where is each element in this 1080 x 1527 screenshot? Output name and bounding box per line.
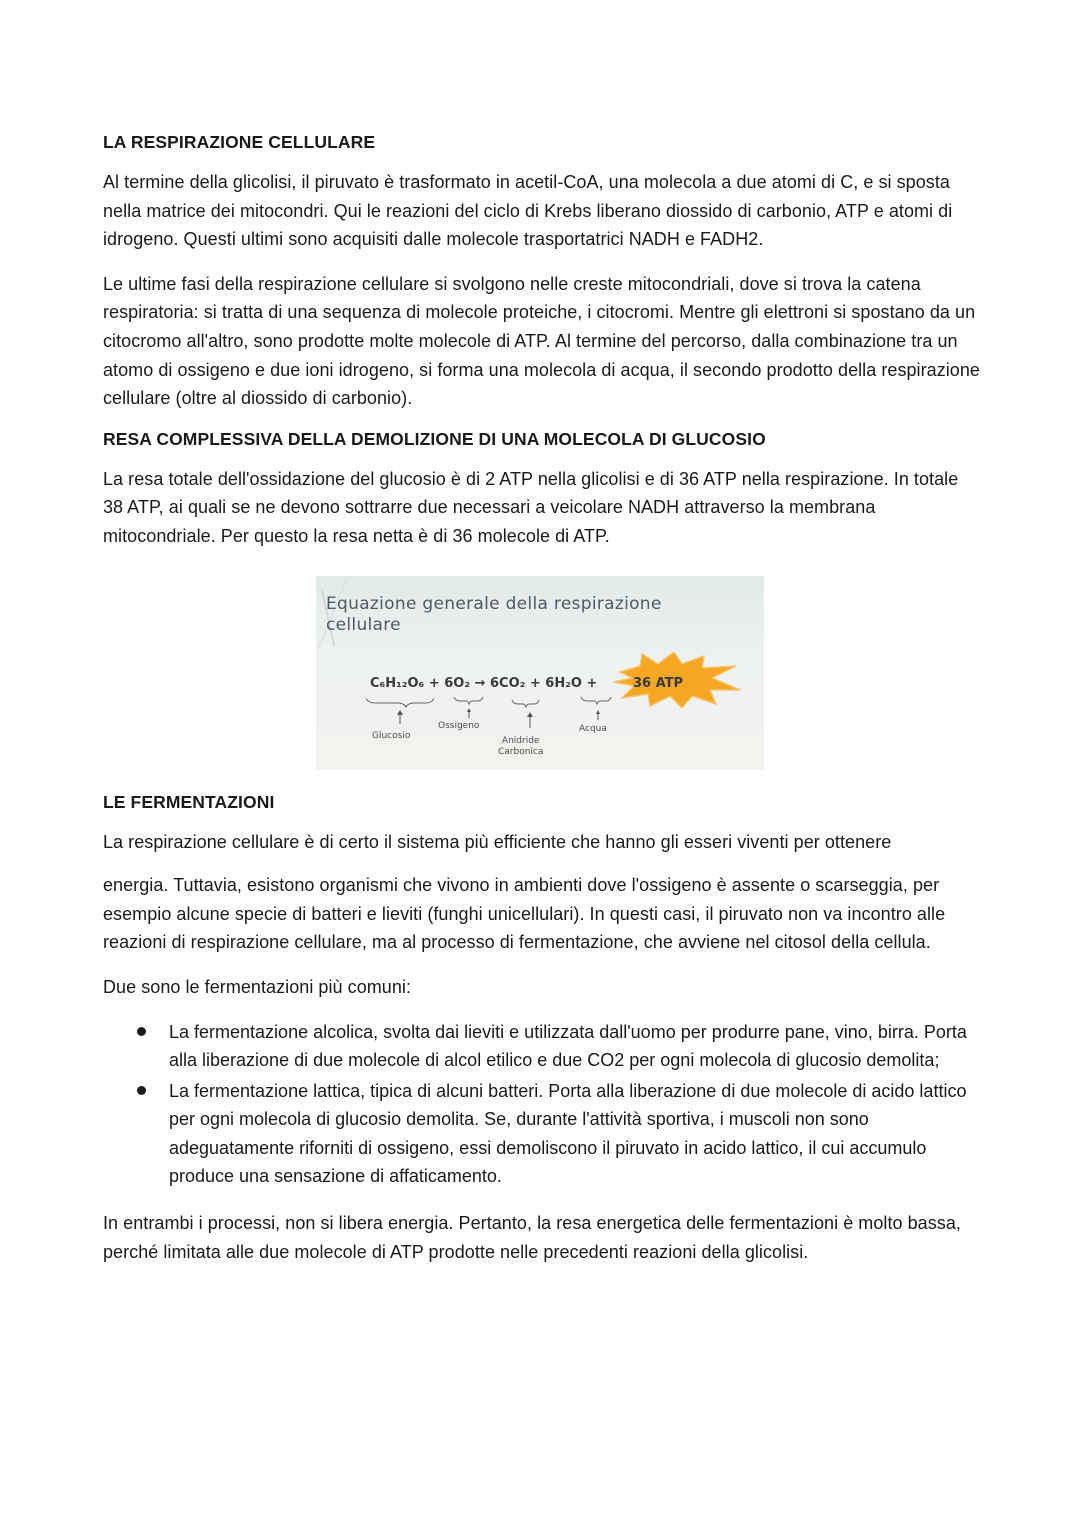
label-co2-line1: Anidride	[501, 735, 540, 746]
arrow-glucose-head	[397, 710, 403, 715]
figure-container	[103, 576, 983, 788]
reaction-arrow: →	[474, 675, 486, 691]
reactant-glucose: C₆H₁₂O₆	[370, 675, 425, 691]
label-water: Acqua	[579, 723, 607, 734]
product-co2: 6CO₂	[489, 675, 526, 691]
reactant-oxygen: 6O₂	[444, 675, 471, 691]
equation-figure	[316, 576, 764, 770]
paragraph-resa: La resa totale dell'ossidazione del glucosio è di 2 ATP nella glicolisi e di 36 ATP nella respirazione. In totale 38 ATP, ai quali se ne devono sottrarre due necessari a veicolare NADH attraverso la membrana mitocondriale. Per questo la resa netta è di 36 molecole di ATP.	[103, 468, 959, 546]
brace-glucose	[366, 698, 434, 707]
heading-respirazione: LA RESPIRAZIONE CELLULARE	[103, 132, 376, 152]
heading-fermentazioni: LE FERMENTAZIONI	[103, 791, 275, 812]
plus-sign: +	[586, 675, 598, 691]
paragraph-krebs: Al termine della glicolisi, il piruvato è trasformato in acetil-CoA, una molecola a due atomi di C, e si sposta nella matrice dei mitocondri. Qui le reazioni del ciclo di Krebs liberano diossido di carbonio, ATP e atomi di idrogeno. Questi ultimi sono acquisiti dalle molecole trasportatrici NADH e FADH2.	[103, 172, 953, 250]
list-item-text: La fermentazione alcolica, svolta dai lieviti e utilizzata dall'uomo per produrre pane, vino, birra. Porta alla liberazione di due molecole di alcol etilico e due CO2 per ogni molecola di glucosio demolita;	[169, 1021, 967, 1071]
fermentation-list	[103, 1018, 983, 1192]
plus-sign: +	[428, 675, 440, 691]
label-co2	[498, 736, 543, 758]
label-oxygen: Ossigeno	[438, 720, 480, 731]
paragraph-due-fermentazioni: Due sono le fermentazioni più comuni:	[103, 976, 412, 997]
arrow-water-head	[596, 710, 600, 714]
heading-resa-complessiva: RESA COMPLESSIVA DELLA DEMOLIZIONE DI UNA MOLECOLA DI GLUCOSIO	[103, 428, 766, 449]
brace-co2	[512, 700, 539, 707]
paragraph-resa-fermentazioni: In entrambi i processi, non si libera energia. Pertanto, la resa energetica delle fermentazioni è molto bassa, perché limitata alle due molecole di ATP prodotte nelle precedenti reazioni della glicolisi.	[103, 1213, 961, 1262]
brace-oxygen	[454, 697, 483, 704]
list-item	[103, 1018, 983, 1075]
figure-title	[326, 594, 726, 636]
product-water: 6H₂O	[545, 675, 582, 691]
list-item	[103, 1077, 983, 1191]
document-page	[103, 128, 983, 1266]
chemical-equation	[370, 676, 597, 691]
label-co2-line2: Carbonica	[498, 746, 544, 757]
brace-water	[581, 697, 611, 704]
paragraph-fermentazioni-organismi: energia. Tuttavia, esistono organismi che vivono in ambienti dove l'ossigeno è assente o scarseggia, per esempio alcune specie di batteri e lieviti (funghi unicellulari). In questi casi, il piruvato non va incontro alle reazioni di respirazione cellulare, ma al processo di fermentazione, che avviene nel citosol della cellula.	[103, 875, 946, 953]
paragraph-fermentazioni-intro: La respirazione cellulare è di certo il sistema più efficiente che hanno gli esseri viventi per ottenere	[103, 831, 892, 852]
bullet-icon	[137, 1027, 146, 1036]
list-item-text: La fermentazione lattica, tipica di alcuni batteri. Porta alla liberazione di due molecole di acido lattico per ogni molecola di glucosio demolita. Se, durante l'attività sportiva, i muscoli non sono adeguatamente riforniti di ossigeno, essi demoliscono il piruvato in acido lattico, il cui accumulo produce una sensazione di affaticamento.	[169, 1080, 967, 1187]
energy-atp: 36 ATP	[633, 675, 684, 691]
label-glucose: Glucosio	[372, 730, 411, 741]
plus-sign: +	[529, 675, 541, 691]
paragraph-catena-respiratoria: Le ultime fasi della respirazione cellulare si svolgono nelle creste mitocondriali, dove si trova la catena respiratoria: si tratta di una sequenza di molecole proteiche, i citocromi. Mentre gli elettroni si spostano da un citocromo all'altro, sono prodotte molte molecole di ATP. Al termine del percorso, dalla combinazione tra un atomo di ossigeno e due ioni idrogeno, si forma una molecola di acqua, il secondo prodotto della respirazione cellulare (oltre al diossido di carbonio).	[103, 273, 980, 409]
arrow-co2-head	[527, 712, 533, 717]
arrow-oxygen-head	[467, 708, 471, 712]
figure-title-line2: cellulare	[326, 614, 401, 635]
figure-title-line1: Equazione generale della respirazione	[326, 593, 662, 614]
bullet-icon	[137, 1086, 146, 1095]
